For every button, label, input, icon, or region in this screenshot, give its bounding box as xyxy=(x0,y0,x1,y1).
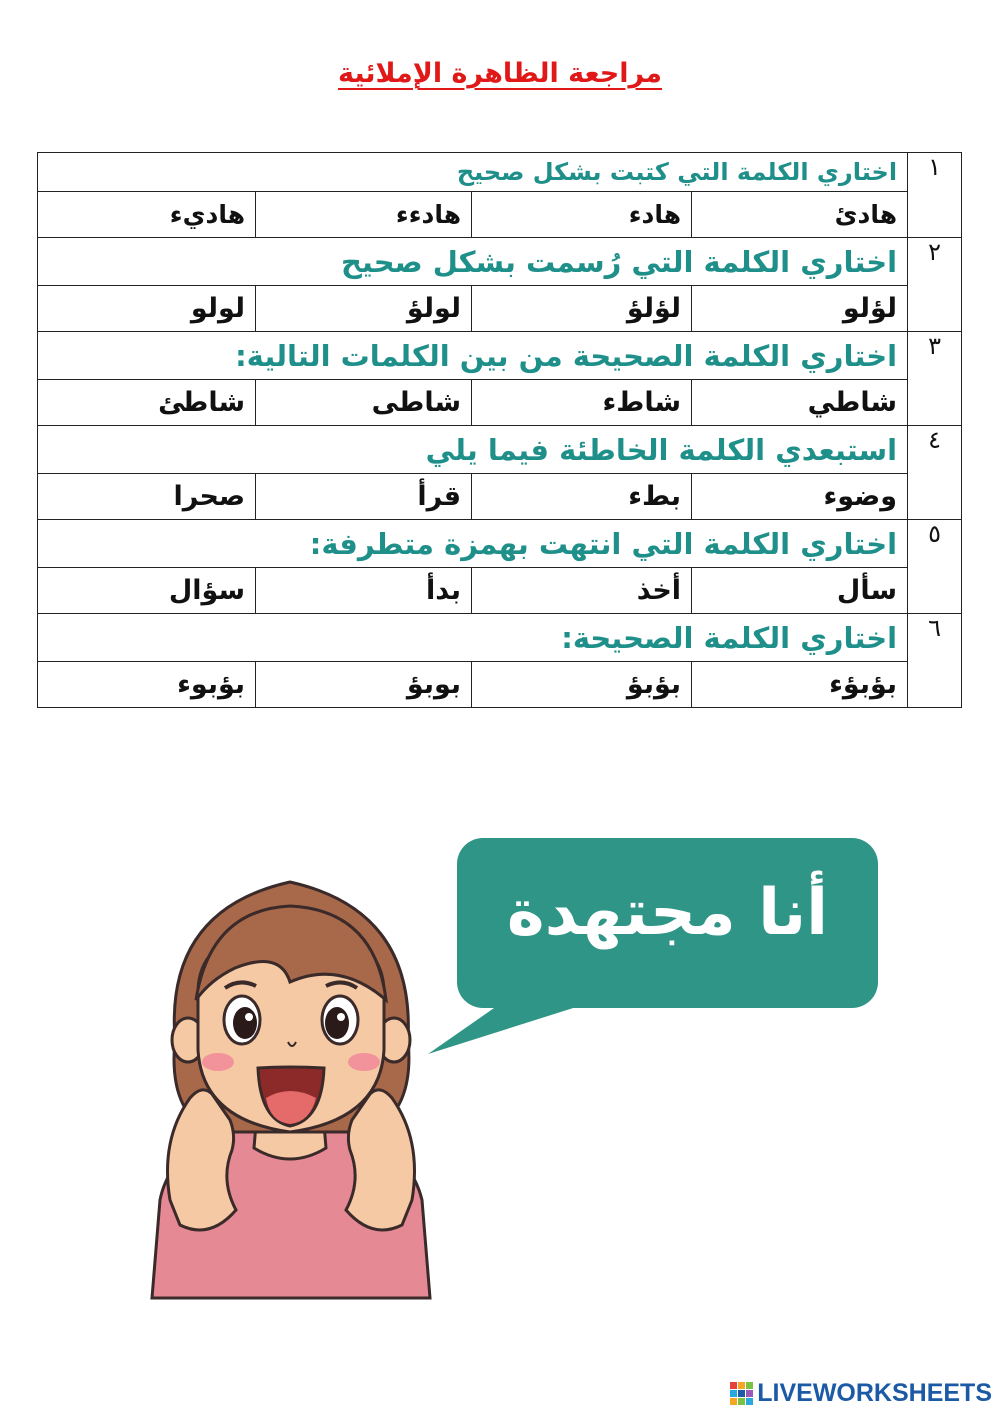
answer-option[interactable]: لولؤ xyxy=(256,286,472,332)
cheering-girl-illustration xyxy=(140,870,440,1300)
question-row xyxy=(38,238,962,286)
answer-option[interactable]: سأل xyxy=(692,568,908,614)
question-row xyxy=(38,332,962,380)
question-number: ٣ xyxy=(908,332,962,426)
question-row xyxy=(38,520,962,568)
speech-bubble-tail xyxy=(420,990,640,1060)
answer-option[interactable]: هادئ xyxy=(692,192,908,238)
answer-option[interactable]: بدأ xyxy=(256,568,472,614)
question-text: اختاري الكلمة التي انتهت بهمزة متطرفة: xyxy=(38,520,908,568)
options-row xyxy=(38,568,962,614)
answer-option[interactable]: صحرا xyxy=(38,474,256,520)
answer-option[interactable]: بوبؤ xyxy=(256,662,472,708)
options-row xyxy=(38,662,962,708)
quiz-table xyxy=(37,152,962,708)
title-text: مراجعة الظاهرة الإملائية xyxy=(337,58,663,89)
options-row xyxy=(38,380,962,426)
answer-option[interactable]: بؤبوء xyxy=(38,662,256,708)
answer-option[interactable]: هادء xyxy=(472,192,692,238)
question-number: ٢ xyxy=(908,238,962,332)
liveworksheets-logo-icon xyxy=(730,1382,753,1405)
question-text: اختاري الكلمة الصحيحة: xyxy=(38,614,908,662)
options-row xyxy=(38,474,962,520)
question-row xyxy=(38,426,962,474)
answer-option[interactable]: وضوء xyxy=(692,474,908,520)
answer-option[interactable]: هاديء xyxy=(38,192,256,238)
answer-option[interactable]: سؤال xyxy=(38,568,256,614)
worksheet-title xyxy=(0,58,1000,89)
speech-bubble-text: أنا مجتهدة xyxy=(506,876,829,950)
answer-option[interactable]: شاطي xyxy=(692,380,908,426)
liveworksheets-brand[interactable] xyxy=(730,1376,992,1410)
question-text: اختاري الكلمة التي رُسمت بشكل صحيح xyxy=(38,238,908,286)
answer-option[interactable]: بؤبؤء xyxy=(692,662,908,708)
answer-option[interactable]: هادءء xyxy=(256,192,472,238)
answer-option[interactable]: شاطى xyxy=(256,380,472,426)
answer-option[interactable]: لؤلؤ xyxy=(472,286,692,332)
answer-option[interactable]: شاطء xyxy=(472,380,692,426)
answer-option[interactable]: لولو xyxy=(38,286,256,332)
question-number: ٦ xyxy=(908,614,962,708)
answer-option[interactable]: شاطئ xyxy=(38,380,256,426)
question-row xyxy=(38,614,962,662)
options-row xyxy=(38,286,962,332)
options-row xyxy=(38,192,962,238)
answer-option[interactable]: بطء xyxy=(472,474,692,520)
question-number: ١ xyxy=(908,153,962,238)
question-text: اختاري الكلمة التي كتبت بشكل صحيح xyxy=(38,153,908,192)
brand-text: LIVEWORKSHEETS xyxy=(757,1378,992,1407)
question-number: ٤ xyxy=(908,426,962,520)
answer-option[interactable]: بؤبؤ xyxy=(472,662,692,708)
question-row xyxy=(38,153,962,192)
answer-option[interactable]: أخذ xyxy=(472,568,692,614)
question-text: اختاري الكلمة الصحيحة من بين الكلمات التالية: xyxy=(38,332,908,380)
answer-option[interactable]: لؤلو xyxy=(692,286,908,332)
question-text: استبعدي الكلمة الخاطئة فيما يلي xyxy=(38,426,908,474)
question-number: ٥ xyxy=(908,520,962,614)
answer-option[interactable]: قرأ xyxy=(256,474,472,520)
